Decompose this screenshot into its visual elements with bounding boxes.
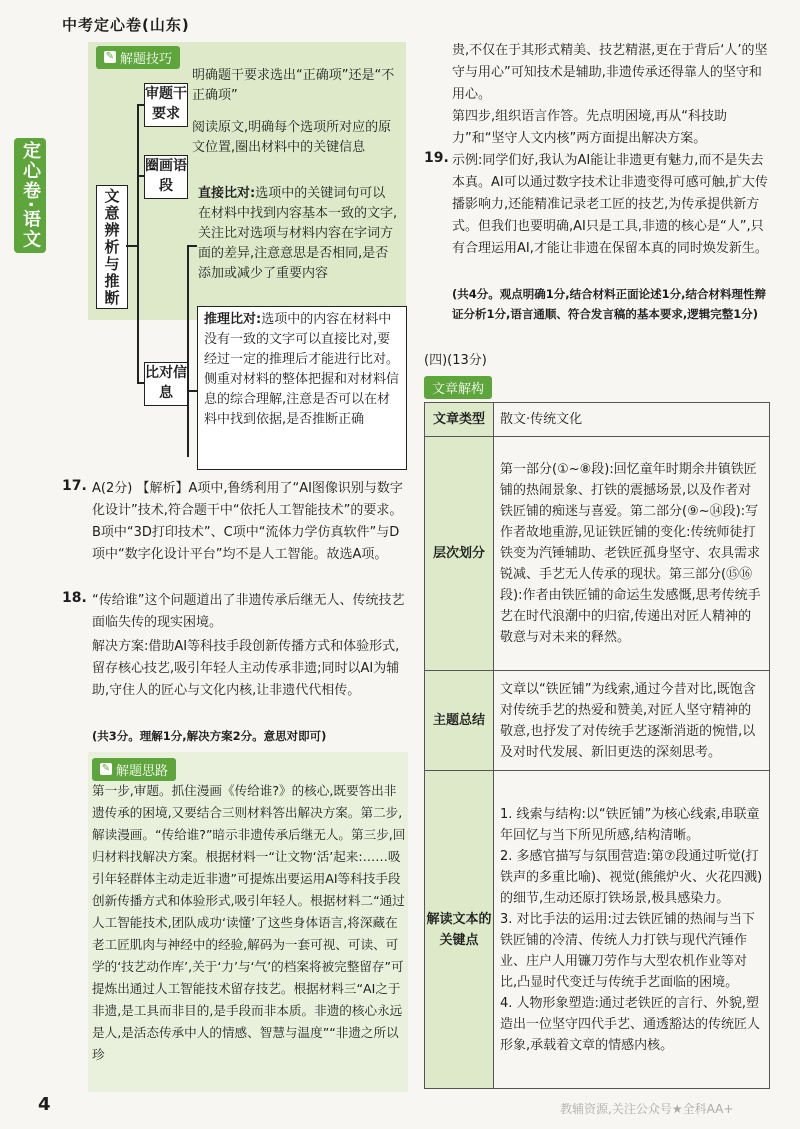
q18-number: 18. xyxy=(62,590,87,606)
section-label: (四)(13分) xyxy=(424,353,487,368)
table-row xyxy=(425,771,770,1089)
node-text: 明确题干要求选出“正确项”还是“不正确项” xyxy=(192,68,395,103)
node-title: 圈画语段 xyxy=(144,155,188,199)
analysis-table xyxy=(424,402,770,1089)
analysis-label: 文章解构 xyxy=(424,376,492,399)
list-item: 4. 人物形象塑造:通过老铁匠的言行、外貌,塑造出一位坚守四代手艺、通透豁达的传统匠人形象,承载着文章的情感内核。 xyxy=(500,995,761,1053)
list-item: 3. 对比手法的运用:过去铁匠铺的热闹与当下铁匠铺的冷清、传统人力打铁与现代汽锤作业、庄户人用镰刀劳作与大型农机作业等对比,凸显时代变迁与传统手艺面临的困境。 xyxy=(500,911,755,990)
side-tab: 定心卷·语文 xyxy=(14,138,46,253)
table-row xyxy=(425,403,770,437)
thinking-label: ✎ 解题思路 xyxy=(92,756,176,781)
q19-number: 19. xyxy=(424,150,449,166)
node-text: 阅读原文,明确每个选项所对应的原文位置,圈出材料中的关键信息 xyxy=(192,120,392,155)
row-content: 散文·传统文化 xyxy=(494,403,770,437)
list-item: 2. 多感官描写与氛围营造:第⑦段通过听觉(打铁声的多重比喻)、视觉(熊熊炉火、火花四溅)的细节,生动还原打铁场景,极具感染力。 xyxy=(500,848,763,906)
connector xyxy=(187,245,189,457)
q19-score: (共4分。观点明确1分,结合材料正面论述1分,结合材料理性辩证分析1分,语言通顺、符合发言稿的基本要求,逻辑完整1分) xyxy=(452,287,766,321)
connector xyxy=(187,245,197,247)
node-title: 审题干要求 xyxy=(144,83,188,127)
list-item: 1. 线索与结构:以“铁匠铺”为核心线索,串联童年回忆与当下所见所感,结构清晰。 xyxy=(500,806,760,843)
step4: 第四步,组织语言作答。先点明困境,再从“科技助力”和“坚守人文内核”两方面提出解决方案。 xyxy=(452,109,727,146)
row-head: 主题总结 xyxy=(425,671,494,771)
row-head: 文章类型 xyxy=(425,403,494,437)
table-row xyxy=(425,671,770,771)
thinking-text: 第一步,审题。抓住漫画《传给谁?》的核心,既要答出非遗传承的困境,又要结合三则材料答出解决方案。第二步,解读漫画。“传给谁?”暗示非遗传承后继无人。第三步,回归材料找解决方案。根据材料一“让文物‘活’起来:……吸引年轻群体主动走近非遗”可提炼出要运用AI等科技手段创新传播方式和体验形式,吸引年轻人。根据材料二“通过人工智能技术,团队成功‘读懂’了这些身体语言,将深藏在老工匠肌肉与神经中的经验,解码为一套可视、可读、可学的‘技艺动作库’,关于‘力’与‘气’的档案将被完整留存”可提炼出通过人工智能技术留存技艺。根据材料三“AI之于非遗,是工具而非目的,是手段而非本质。非遗的核心永远是人,是活态传承中人的情感、智慧与温度”“非遗之所以珍 xyxy=(92,783,406,1062)
row-content xyxy=(494,771,770,1089)
connector xyxy=(187,390,197,392)
page-header: 中考定心卷(山东) xyxy=(62,16,190,34)
watermark: 教辅资源,关注公众号★全科AA+ xyxy=(560,1102,734,1116)
row-content: 文章以“铁匠铺”为线索,通过今昔对比,既饱含对传统手艺的热爱和赞美,对匠人坚守精神的敬意,也抒发了对传统手艺逐渐消逝的惋惜,以及对时代发展、新旧更迭的深刻思考。 xyxy=(494,671,770,771)
edit-icon: ✎ xyxy=(105,51,115,62)
main-node: 文意辨析与推断 xyxy=(96,185,128,309)
node-title: 比对信息 xyxy=(144,362,188,406)
connector xyxy=(187,382,189,384)
row-head: 层次划分 xyxy=(425,437,494,671)
q18-score: (共3分。理解1分,解决方案2分。意思对即可) xyxy=(92,729,327,743)
page-number: 4 xyxy=(38,1094,51,1115)
direct-compare: 直接比对:选项中的关键词句可以在材料中找到内容基本一致的文字,关注比对选项与材料内容在字词方面的差异,注意意思是否相同,是否添加或减少了重要内容 xyxy=(198,186,398,281)
row-head: 解读文本的关键点 xyxy=(425,771,494,1089)
q18-cont: 贵,不仅在于其形式精美、技艺精湛,更在于背后‘人’的坚守与用心”可知技术是辅助,非遗传承还得靠人的坚守和用心。 xyxy=(452,43,768,102)
infer-compare: 推理比对:选项中的内容在材料中没有一致的文字可以直接比对,要经过一定的推理后才能进行比对。侧重对材料的整体把握和对材料信息的综合理解,注意是否可以在材料中找到依据,是否推断正确 xyxy=(204,312,400,427)
row-content: 第一部分(①~⑧段):回忆童年时期余井镇铁匠铺的热闹景象、打铁的震撼场景,以及作者对铁匠铺的痴迷与喜爱。第二部分(⑨~⑭段):写作者故地重游,见证铁匠铺的变化:传统师徒打铁变为汽锤辅助、老铁匠孤身坚守、农具需求锐减、手艺无人传承的现状。第三部分(⑮⑯段):作者由铁匠铺的命运生发感慨,思考传统手艺在时代浪潮中的归宿,传递出对匠人精神的敬意与对未来的释然。 xyxy=(494,437,770,671)
q18-text: “传给谁”这个问题道出了非遗传承后继无人、传统技艺面临失传的现实困境。 xyxy=(92,593,405,630)
table-row xyxy=(425,437,770,671)
q18-solution: 解决方案:借助AI等科技手段创新传播方式和体验形式,留存核心技艺,吸引年轻人主动传承非遗;同时以AI为辅助,守住人的匠心与文化内核,让非遗代代相传。 xyxy=(92,639,400,698)
connector xyxy=(137,104,139,384)
edit-icon: ✎ xyxy=(101,763,111,774)
tips-label: ✎ 解题技巧 xyxy=(96,44,180,69)
q17-number: 17. xyxy=(62,478,87,494)
q17-text: A(2分) 【解析】A项中,鲁绣利用了“AI图像识别与数字化设计”技术,符合题干中“依托人工智能技术”的要求。B项中“3D打印技术”、C项中“流体力学仿真软件”与D项中“数字化设计平台”均不是人工智能。故选A项。 xyxy=(92,481,403,562)
q19-text: 示例:同学们好,我认为AI能让非遗更有魅力,而不是失去本真。AI可以通过数字技术让非遗变得可感可触,扩大传播影响力,还能精准记录老工匠的技艺,为传承提供新方式。但我们也要明确,AI只是工具,非遗的核心是“人”,只有合理运用AI,才能让非遗在保留本真的同时焕发新生。 xyxy=(452,153,768,256)
